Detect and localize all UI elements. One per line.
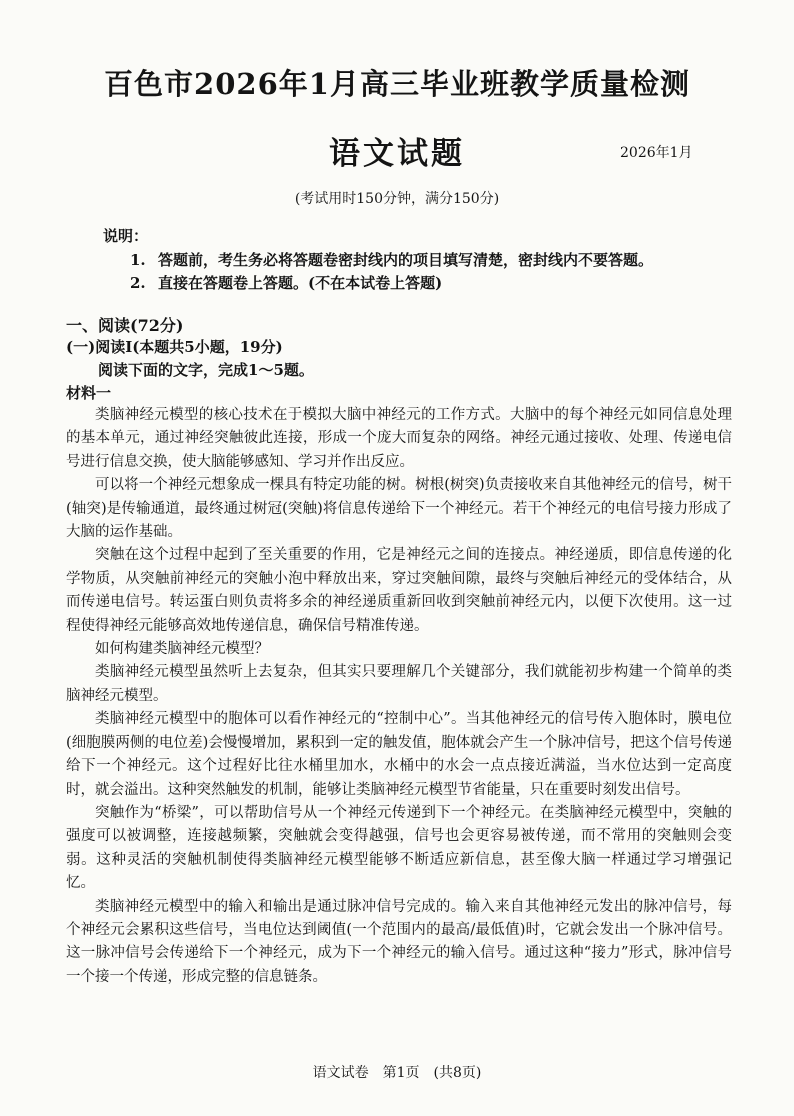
paragraph: 可以将一个神经元想象成一棵具有特定功能的树。树根(树突)负责接收来自其他神经元的信号，树干(轴突)是传输通道，最终通过树冠(突触)将信息传递给下一个神经元。若干个神经元的电信号接力形成了大脑的运作基础。: [66, 477, 732, 541]
exam-title: 百色市2026年1月高三毕业班教学质量检测: [104, 67, 690, 101]
notes-heading: 说明：: [103, 227, 149, 245]
paragraph: 类脑神经元模型虽然听上去复杂，但其实只要理解几个关键部分，我们就能初步构建一个简单的类脑神经元模型。: [66, 664, 732, 704]
section-heading: 一、阅读(72分): [66, 316, 184, 335]
subsection-heading: (一)阅读Ⅰ(本题共5小题，19分): [66, 338, 283, 356]
note-number: 2.: [130, 274, 146, 292]
exam-time-info: (考试用时150分钟，满分150分): [294, 191, 500, 207]
note-text: 答题前，考生务必将答题卷密封线内的项目填写清楚，密封线内不要答题。: [158, 251, 654, 269]
note-item: [130, 272, 442, 293]
material-body: [66, 404, 732, 989]
note-item: [130, 249, 653, 270]
note-text: 直接在答题卷上答题。(不在本试卷上答题): [158, 274, 443, 292]
reading-instruction: 阅读下面的文字，完成1～5题。: [98, 361, 314, 379]
paragraph: 突触在这个过程中起到了至关重要的作用，它是神经元之间的连接点。神经递质，即信息传递的化学物质，从突触前神经元的突触小泡中释放出来，穿过突触间隙，最终与突触后神经元的受体结合，从而传递电信号。转运蛋白则负责将多余的神经递质重新回收到突触前神经元内，以便下次使用。这一过程使得神经元能够高效地传递信息，确保信号精准传递。: [66, 547, 732, 634]
exam-date: 2026年1月: [620, 145, 693, 161]
paragraph: 突触作为“桥梁”，可以帮助信号从一个神经元传递到下一个神经元。在类脑神经元模型中，突触的强度可以被调整，连接越频繁，突触就会变得越强，信号也会更容易被传递，而不常用的突触则会变弱。这种灵活的突触机制使得类脑神经元模型能够不断适应新信息，甚至像大脑一样通过学习增强记忆。: [66, 804, 732, 892]
paragraph: 类脑神经元模型中的输入和输出是通过脉冲信号完成的。输入来自其他神经元发出的脉冲信号，每个神经元会累积这些信号，当电位达到阈值(一个范围内的最高/最低值)时，它就会发出一个脉冲信号。这一脉冲信号会传递给下一个神经元，成为下一个神经元的输入信号。通过这种“接力”形式，脉冲信号一个接一个传递，形成完整的信息链条。: [66, 898, 732, 985]
note-number: 1.: [130, 251, 146, 269]
page-footer: 语文试卷 第1页 (共8页): [312, 1065, 482, 1081]
paragraph: 类脑神经元模型中的胞体可以看作神经元的“控制中心”。当其他神经元的信号传入胞体时，膜电位(细胞膜两侧的电位差)会慢慢增加，累积到一定的触发值，胞体就会产生一个脉冲信号，把这个信号传递给下一个神经元。这个过程好比往水桶里加水，水桶中的水会一点点接近满溢，当水位达到一定高度时，就会溢出。这种突然触发的机制，能够让类脑神经元模型节省能量，只在重要时刻发出信号。: [66, 711, 732, 798]
subject-title: 语文试题: [329, 136, 465, 172]
paragraph: 类脑神经元模型的核心技术在于模拟大脑中神经元的工作方式。大脑中的每个神经元如同信息处理的基本单元，通过神经突触彼此连接，形成一个庞大而复杂的网络。神经元通过接收、处理、传递电信号进行信息交换，使大脑能够感知、学习并作出反应。: [66, 407, 732, 470]
material-label: 材料一: [66, 384, 112, 402]
paragraph: 如何构建类脑神经元模型？: [95, 641, 269, 658]
